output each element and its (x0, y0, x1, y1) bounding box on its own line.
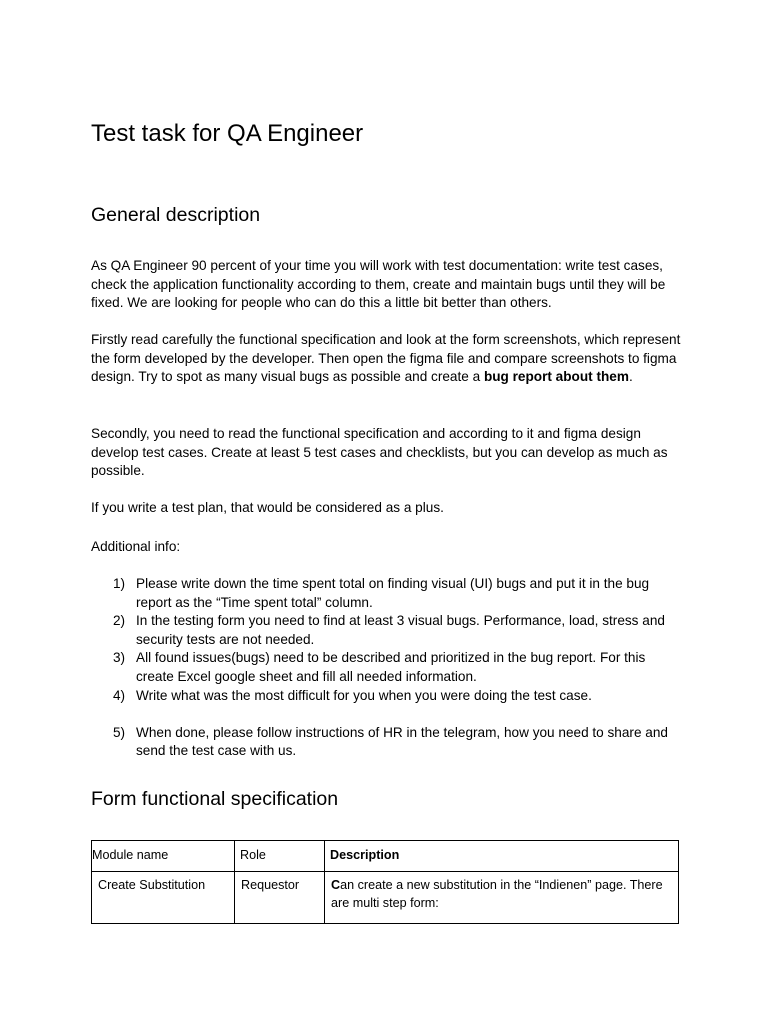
list-item-text: Write what was the most difficult for you when you were doing the test case. (136, 687, 592, 703)
paragraph-secondly: Secondly, you need to read the functional specification and according to it and figma design develop test cases. Create at least 5 test cases and checklists, but you can develop as much as possible. (91, 426, 668, 479)
list-item (91, 649, 681, 686)
list-item-number: 2) (113, 613, 126, 629)
table-header-row (92, 841, 679, 872)
form-spec-heading: Form functional specification (91, 788, 339, 810)
paragraph-firstly-bold: bug report about them (483, 369, 629, 385)
cell-description-text: an create a new substitution in the “Indienen” page. There are multi step form: (331, 878, 663, 910)
header-module-name: Module name (92, 841, 235, 872)
list-item-text: In the testing form you need to find at least 3 visual bugs. Performance, load, stress and security tests are not needed. (136, 613, 665, 647)
spec-table (91, 840, 679, 924)
cell-description (325, 872, 679, 924)
paragraph-firstly-end: . (628, 369, 633, 385)
header-description: Description (325, 841, 679, 872)
list-item-number: 1) (113, 576, 126, 591)
document-title: Test task for QA Engineer (91, 120, 364, 147)
list-item-text: When done, please follow instructions of HR in the telegram, how you need to share and send the test case with us. (136, 724, 668, 759)
cell-module: Create Substitution (92, 872, 235, 924)
header-role: Role (235, 841, 325, 872)
cell-role: Requestor (235, 872, 325, 924)
list-item (91, 575, 681, 612)
list-item (91, 687, 681, 706)
cell-description-cap: C (331, 878, 341, 892)
table-row (92, 872, 679, 924)
list-item (91, 724, 681, 761)
list-item-text: Please write down the time spent total on finding visual (UI) bugs and put it in the bug report as the “Time spent total” column. (136, 576, 650, 610)
list-item-text: All found issues(bugs) need to be described and prioritized in the bug report. For this create Excel google sheet and fill all needed information. (136, 650, 646, 684)
paragraph-test-plan: If you write a test plan, that would be considered as a plus. (91, 500, 444, 515)
paragraph-intro: As QA Engineer 90 percent of your time you will work with test documentation: write test cases, check the application functionality according to them, create and maintain bugs until they will be fixed. We are looking for people who can do this a little bit better than others. (91, 258, 666, 311)
list-item-number: 5) (113, 724, 126, 740)
list-item-number: 4) (113, 687, 126, 703)
additional-info-label: Additional info: (91, 539, 181, 554)
list-item (91, 612, 681, 649)
list-item-number: 3) (113, 650, 126, 666)
general-description-heading: General description (91, 204, 261, 226)
paragraph-firstly-text: Firstly read carefully the functional specification and look at the form screenshots, which represent the form developed by the developer. Then open the figma file and compare screenshots to figma design. Try to spot as many visual bugs as possible and create a (91, 332, 681, 385)
paragraph-firstly (91, 331, 681, 387)
additional-info-list (91, 575, 681, 761)
